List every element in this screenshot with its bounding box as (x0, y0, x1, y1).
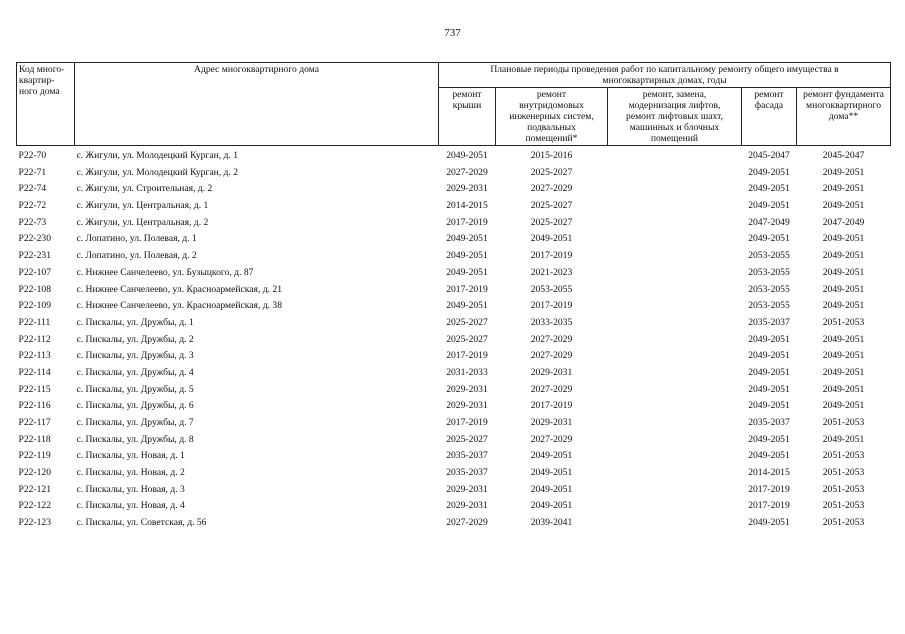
table-row (17, 431, 891, 448)
table-row (17, 197, 891, 214)
cell-address: с. Жигули, ул. Молодецкий Курган, д. 2 (76, 166, 239, 178)
table-row (17, 481, 891, 498)
table-row (17, 381, 891, 398)
cell-foundation: 2051-2053 (822, 450, 865, 462)
cell-facade: 2049-2051 (748, 200, 790, 212)
cell-roof: 2035-2037 (446, 450, 488, 462)
cell-facade: 2049-2051 (748, 350, 790, 362)
table-row (17, 247, 891, 264)
table-row (17, 414, 891, 431)
cell-code: Р22-121 (18, 483, 52, 495)
cell-foundation: 2051-2053 (822, 517, 865, 529)
cell-address: с. Лопатино, ул. Полевая, д. 2 (76, 250, 197, 262)
cell-engineering: 2025-2027 (530, 200, 573, 212)
cell-engineering: 2021-2023 (530, 266, 573, 278)
cell-facade: 2049-2051 (748, 166, 790, 178)
cell-address: с. Пискалы, ул. Дружбы, д. 5 (76, 383, 194, 395)
table-row (17, 498, 891, 515)
capital-repair-table (16, 62, 891, 531)
cell-address: с. Жигули, ул. Строительная, д. 2 (76, 183, 213, 195)
cell-lifts (608, 164, 742, 181)
cell-facade: 2049-2051 (748, 517, 790, 529)
table-row (17, 181, 891, 198)
cell-roof: 2029-2031 (446, 500, 488, 512)
cell-address: с. Пискалы, ул. Дружбы, д. 4 (76, 366, 194, 378)
cell-foundation: 2051-2053 (822, 316, 865, 328)
cell-lifts (608, 281, 742, 298)
cell-facade: 2049-2051 (748, 233, 790, 245)
header-planned-periods: Плановые периоды проведения работ по капитальному ремонту общего имущества в многоквартирных домах, годы (439, 63, 891, 88)
cell-facade: 2017-2019 (748, 500, 790, 512)
cell-code: Р22-74 (18, 183, 47, 195)
cell-lifts (608, 381, 742, 398)
cell-address: с. Жигули, ул. Центральная, д. 1 (76, 200, 209, 212)
header-foundation: ремонт фундамента многоквартирного дома** (797, 88, 891, 146)
cell-lifts (608, 431, 742, 448)
cell-code: Р22-73 (18, 216, 47, 228)
cell-facade: 2049-2051 (748, 183, 790, 195)
cell-facade: 2053-2055 (748, 250, 790, 262)
cell-lifts (608, 297, 742, 314)
header-roof: ремонт крыши (439, 88, 496, 146)
cell-engineering: 2049-2051 (530, 450, 573, 462)
header-facade: ремонт фасада (742, 88, 797, 146)
cell-facade: 2047-2049 (748, 216, 790, 228)
cell-facade: 2049-2051 (748, 400, 790, 412)
table-row (17, 281, 891, 298)
cell-facade: 2049-2051 (748, 333, 790, 345)
cell-lifts (608, 247, 742, 264)
table-row (17, 164, 891, 181)
cell-foundation: 2049-2051 (822, 350, 865, 362)
cell-code: Р22-113 (18, 350, 51, 362)
cell-lifts (608, 347, 742, 364)
header-address: Адрес многоквартирного дома (75, 63, 439, 146)
cell-code: Р22-114 (18, 366, 51, 378)
cell-engineering: 2025-2027 (530, 166, 573, 178)
cell-roof: 2014-2015 (446, 200, 488, 212)
cell-foundation: 2049-2051 (822, 166, 865, 178)
cell-address: с. Пискалы, ул. Дружбы, д. 3 (76, 350, 194, 362)
cell-roof: 2029-2031 (446, 483, 488, 495)
cell-roof: 2025-2027 (446, 433, 488, 445)
cell-lifts (608, 414, 742, 431)
cell-lifts (608, 231, 742, 248)
cell-engineering: 2027-2029 (530, 383, 573, 395)
cell-address: с. Нижнее Санчелеево, ул. Красноармейская, д. 38 (76, 300, 283, 312)
cell-code: Р22-72 (18, 200, 47, 212)
cell-engineering: 2027-2029 (530, 350, 573, 362)
cell-foundation: 2047-2049 (822, 216, 865, 228)
cell-lifts (608, 264, 742, 281)
cell-address: с. Жигули, ул. Молодецкий Курган, д. 1 (76, 150, 239, 162)
cell-code: Р22-109 (18, 300, 52, 312)
table-row (17, 264, 891, 281)
header-engineering: ремонт внутридомовых инженерных систем, подвальных помещений* (496, 88, 608, 146)
cell-address: с. Пискалы, ул. Новая, д. 4 (76, 500, 185, 512)
table-row (17, 214, 891, 231)
cell-facade: 2035-2037 (748, 316, 790, 328)
cell-code: Р22-71 (18, 166, 47, 178)
cell-engineering: 2027-2029 (530, 183, 573, 195)
cell-facade: 2053-2055 (748, 283, 790, 295)
cell-code: Р22-123 (18, 517, 52, 529)
cell-lifts (608, 146, 742, 164)
table-row (17, 514, 891, 531)
cell-lifts (608, 498, 742, 515)
cell-engineering: 2029-2031 (530, 366, 573, 378)
cell-address: с. Нижнее Санчелеево, ул. Бузыцкого, д. 87 (76, 266, 254, 278)
table-row (17, 231, 891, 248)
cell-lifts (608, 181, 742, 198)
cell-roof: 2029-2031 (446, 383, 488, 395)
cell-engineering: 2017-2019 (530, 250, 573, 262)
cell-code: Р22-230 (18, 233, 52, 245)
cell-facade: 2053-2055 (748, 266, 790, 278)
cell-lifts (608, 364, 742, 381)
cell-roof: 2049-2051 (446, 150, 488, 162)
cell-roof: 2049-2051 (446, 250, 488, 262)
cell-address: с. Пискалы, ул. Советская, д. 56 (76, 517, 207, 529)
cell-address: с. Пискалы, ул. Дружбы, д. 8 (76, 433, 194, 445)
table-row (17, 314, 891, 331)
cell-lifts (608, 481, 742, 498)
table-body (17, 146, 891, 531)
cell-roof: 2049-2051 (446, 300, 488, 312)
cell-code: Р22-116 (18, 400, 51, 412)
cell-roof: 2035-2037 (446, 467, 488, 479)
cell-code: Р22-70 (18, 150, 47, 162)
cell-roof: 2017-2019 (446, 417, 488, 429)
cell-foundation: 2049-2051 (822, 433, 865, 445)
cell-address: с. Нижнее Санчелеево, ул. Красноармейская, д. 21 (76, 283, 283, 295)
cell-facade: 2014-2015 (748, 467, 790, 479)
cell-lifts (608, 398, 742, 415)
cell-roof: 2029-2031 (446, 400, 488, 412)
cell-roof: 2031-2033 (446, 366, 488, 378)
cell-foundation: 2051-2053 (822, 500, 865, 512)
cell-engineering: 2039-2041 (530, 517, 573, 529)
cell-code: Р22-122 (18, 500, 52, 512)
cell-code: Р22-118 (18, 433, 51, 445)
cell-lifts (608, 214, 742, 231)
cell-lifts (608, 331, 742, 348)
table-row (17, 448, 891, 465)
cell-code: Р22-107 (18, 266, 52, 278)
cell-engineering: 2017-2019 (530, 400, 573, 412)
table-row (17, 347, 891, 364)
cell-facade: 2053-2055 (748, 300, 790, 312)
table-row (17, 297, 891, 314)
cell-roof: 2017-2019 (446, 216, 488, 228)
cell-roof: 2029-2031 (446, 183, 488, 195)
cell-foundation: 2049-2051 (822, 383, 865, 395)
cell-facade: 2049-2051 (748, 383, 790, 395)
cell-engineering: 2033-2035 (530, 316, 573, 328)
cell-foundation: 2049-2051 (822, 300, 865, 312)
cell-foundation: 2049-2051 (822, 183, 865, 195)
cell-lifts (608, 514, 742, 531)
cell-foundation: 2051-2053 (822, 483, 865, 495)
cell-lifts (608, 448, 742, 465)
table-row (17, 464, 891, 481)
cell-engineering: 2029-2031 (530, 417, 573, 429)
cell-address: с. Лопатино, ул. Полевая, д. 1 (76, 233, 197, 245)
cell-engineering: 2049-2051 (530, 467, 573, 479)
cell-lifts (608, 197, 742, 214)
table-row (17, 146, 891, 164)
cell-address: с. Пискалы, ул. Дружбы, д. 7 (76, 417, 194, 429)
cell-foundation: 2051-2053 (822, 467, 865, 479)
cell-address: с. Пискалы, ул. Дружбы, д. 6 (76, 400, 194, 412)
cell-engineering: 2053-2055 (530, 283, 573, 295)
cell-roof: 2025-2027 (446, 316, 488, 328)
cell-address: с. Пискалы, ул. Новая, д. 1 (76, 450, 185, 462)
cell-code: Р22-117 (18, 417, 51, 429)
cell-roof: 2049-2051 (446, 233, 488, 245)
cell-code: Р22-111 (18, 316, 51, 328)
cell-engineering: 2049-2051 (530, 233, 573, 245)
page-number: 737 (444, 27, 461, 39)
cell-engineering: 2027-2029 (530, 333, 573, 345)
cell-roof: 2017-2019 (446, 350, 488, 362)
header-code: Код много- квартир- ного дома (17, 63, 75, 146)
table-row (17, 364, 891, 381)
cell-engineering: 2017-2019 (530, 300, 573, 312)
cell-code: Р22-119 (18, 450, 51, 462)
cell-facade: 2049-2051 (748, 450, 790, 462)
cell-engineering: 2027-2029 (530, 433, 573, 445)
cell-address: с. Пискалы, ул. Дружбы, д. 2 (76, 333, 194, 345)
cell-code: Р22-108 (18, 283, 52, 295)
cell-facade: 2049-2051 (748, 366, 790, 378)
cell-lifts (608, 314, 742, 331)
cell-address: с. Пискалы, ул. Новая, д. 3 (76, 483, 185, 495)
cell-foundation: 2051-2053 (822, 417, 865, 429)
cell-foundation: 2049-2051 (822, 333, 865, 345)
cell-facade: 2045-2047 (748, 150, 790, 162)
cell-address: с. Жигули, ул. Центральная, д. 2 (76, 216, 209, 228)
cell-code: Р22-115 (18, 383, 51, 395)
cell-foundation: 2049-2051 (822, 283, 865, 295)
cell-foundation: 2049-2051 (822, 200, 865, 212)
cell-facade: 2035-2037 (748, 417, 790, 429)
cell-code: Р22-112 (18, 333, 51, 345)
cell-code: Р22-231 (18, 250, 52, 262)
table-row (17, 331, 891, 348)
table-header (17, 63, 891, 146)
cell-foundation: 2049-2051 (822, 266, 865, 278)
cell-engineering: 2049-2051 (530, 483, 573, 495)
cell-code: Р22-120 (18, 467, 52, 479)
cell-engineering: 2025-2027 (530, 216, 573, 228)
cell-engineering: 2049-2051 (530, 500, 573, 512)
cell-lifts (608, 464, 742, 481)
cell-engineering: 2015-2016 (530, 150, 573, 162)
cell-address: с. Пискалы, ул. Дружбы, д. 1 (76, 316, 194, 328)
cell-foundation: 2049-2051 (822, 233, 865, 245)
cell-roof: 2027-2029 (446, 517, 488, 529)
cell-foundation: 2045-2047 (822, 150, 865, 162)
cell-foundation: 2049-2051 (822, 250, 865, 262)
cell-roof: 2027-2029 (446, 166, 488, 178)
cell-address: с. Пискалы, ул. Новая, д. 2 (76, 467, 185, 479)
cell-roof: 2025-2027 (446, 333, 488, 345)
header-lifts: ремонт, замена, модернизация лифтов, ремонт лифтовых шахт, машинных и блочных помещений (608, 88, 742, 146)
cell-roof: 2049-2051 (446, 266, 488, 278)
cell-facade: 2017-2019 (748, 483, 790, 495)
cell-roof: 2017-2019 (446, 283, 488, 295)
cell-foundation: 2049-2051 (822, 366, 865, 378)
cell-foundation: 2049-2051 (822, 400, 865, 412)
table-row (17, 398, 891, 415)
cell-facade: 2049-2051 (748, 433, 790, 445)
